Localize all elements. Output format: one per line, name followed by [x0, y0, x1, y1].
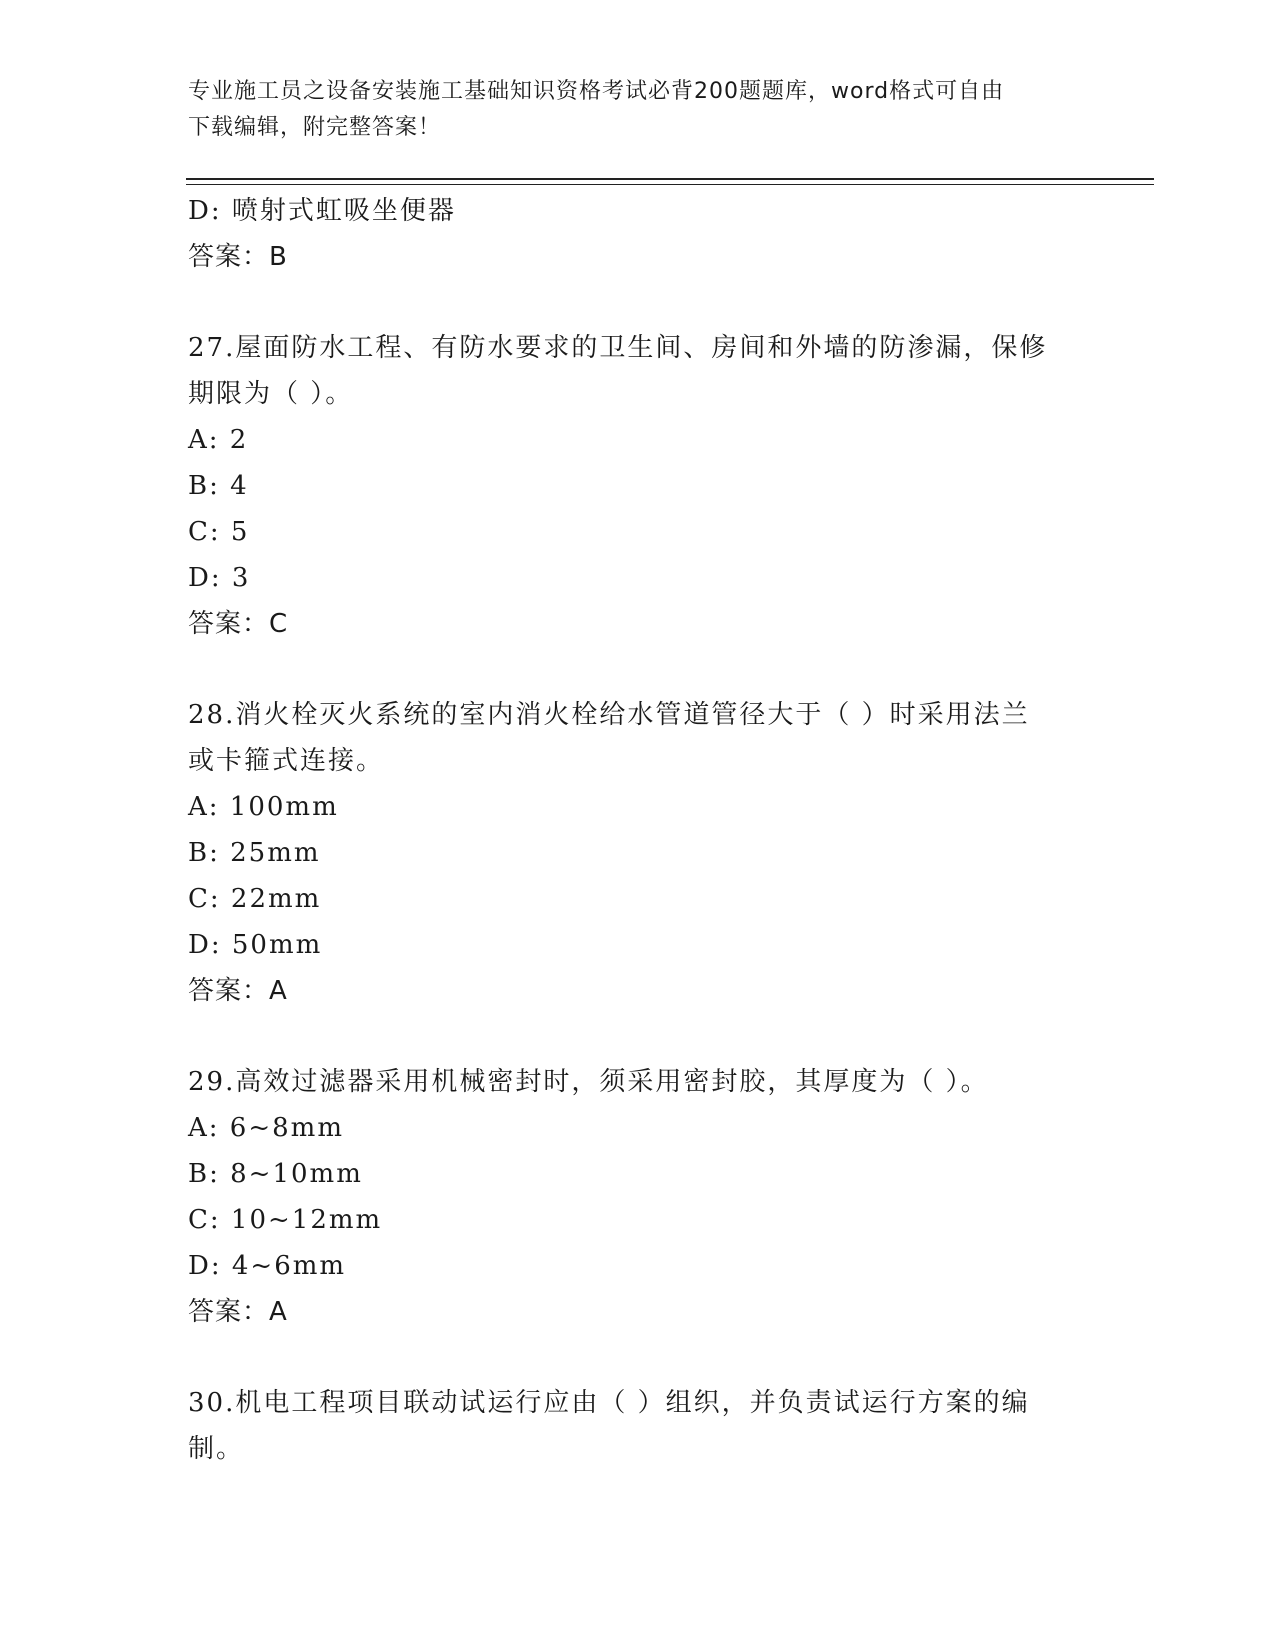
question-28	[188, 692, 1088, 1014]
question-stem: 28.消火栓灭火系统的室内消火栓给水管道管径大于（ ）时采用法兰	[188, 700, 1030, 730]
header-divider-thick	[186, 178, 1154, 180]
question-stem: 27.屋面防水工程、有防水要求的卫生间、房间和外墙的防渗漏，保修	[188, 333, 1048, 363]
answer-label: 答案：C	[188, 609, 289, 639]
option-a: A: 2	[188, 425, 249, 455]
question-27	[188, 325, 1088, 647]
header-line-1: 专业施工员之设备安装施工基础知识资格考试必背200题题库，word格式可自由	[188, 79, 1005, 104]
header-divider-thin	[186, 184, 1154, 185]
question-stem: 30.机电工程项目联动试运行应由（ ）组织，并负责试运行方案的编	[188, 1388, 1030, 1418]
answer-label: 答案：A	[188, 1297, 288, 1327]
question-29	[188, 1059, 1088, 1335]
page-header	[188, 74, 1088, 146]
answer-label: 答案：A	[188, 976, 288, 1006]
option-b: B: 25mm	[188, 838, 321, 868]
option-c: C: 10~12mm	[188, 1205, 383, 1235]
option-a: A: 6~8mm	[188, 1113, 344, 1143]
question-26-tail	[188, 188, 1088, 280]
option-d: D: 50mm	[188, 930, 323, 960]
option-d: D: 喷射式虹吸坐便器	[188, 196, 456, 226]
answer-label: 答案：B	[188, 242, 288, 272]
question-stem-cont: 期限为（ ）。	[188, 379, 354, 409]
option-d: D: 4~6mm	[188, 1251, 347, 1281]
option-b: B: 4	[188, 471, 249, 501]
option-a: A: 100mm	[188, 792, 339, 822]
question-stem-cont: 或卡箍式连接。	[188, 746, 385, 776]
question-list	[188, 188, 1088, 1472]
option-c: C: 22mm	[188, 884, 322, 914]
question-stem-cont: 制。	[188, 1434, 245, 1464]
option-d: D: 3	[188, 563, 251, 593]
question-30	[188, 1380, 1088, 1472]
header-line-2: 下载编辑，附完整答案！	[188, 115, 442, 140]
option-b: B: 8~10mm	[188, 1159, 363, 1189]
question-stem: 29.高效过滤器采用机械密封时，须采用密封胶，其厚度为（ ）。	[188, 1067, 989, 1097]
option-c: C: 5	[188, 517, 250, 547]
